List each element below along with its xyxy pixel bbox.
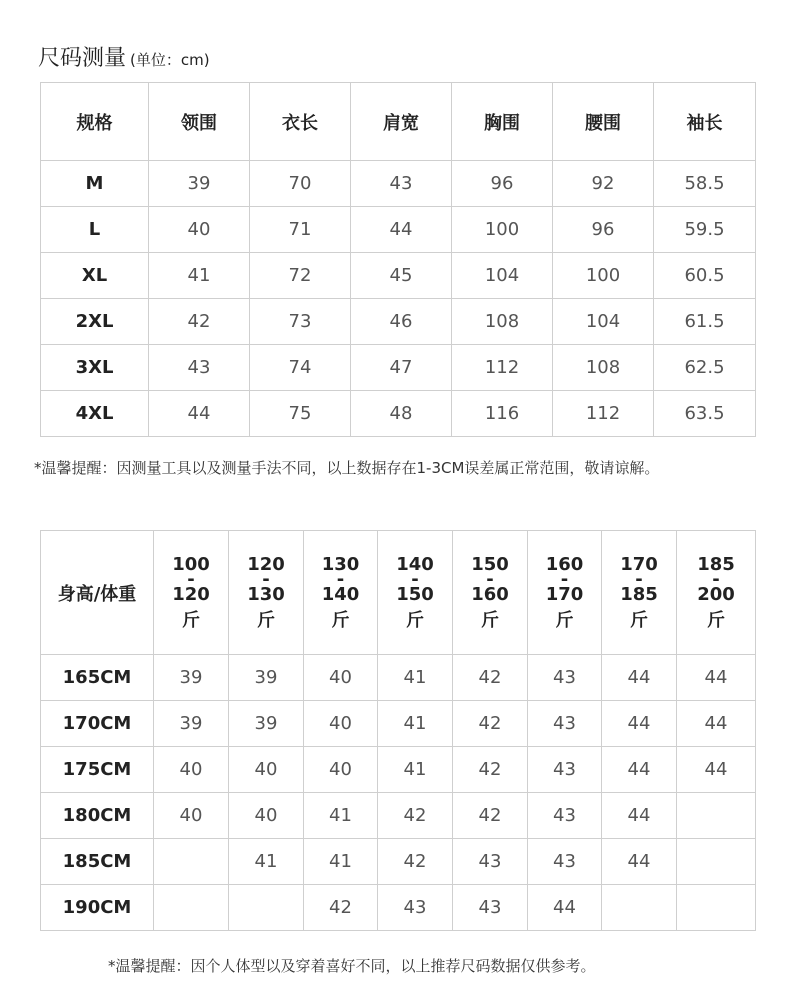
weight-dash: - — [486, 568, 494, 590]
table-cell: 48 — [351, 391, 452, 437]
table-cell: 41 — [304, 839, 378, 885]
corner-header: 身高/体重 — [41, 531, 154, 655]
table-row — [41, 299, 756, 345]
recommendation-note: *温馨提醒：因个人体型以及穿着喜好不同，以上推荐尺码数据仅供参考。 — [108, 957, 596, 975]
table-cell: 44 — [677, 655, 756, 701]
title-unit: (单位：cm) — [130, 51, 210, 69]
measurement-note: *温馨提醒：因测量工具以及测量手法不同，以上数据存在1-3CM误差属正常范围，敬请谅解。 — [34, 459, 660, 477]
table-cell — [677, 793, 756, 839]
table-cell: 39 — [154, 655, 229, 701]
weight-dash: - — [560, 568, 569, 590]
size-recommendation-table — [40, 530, 756, 931]
table-cell: 75 — [250, 391, 351, 437]
table-cell: 112 — [452, 345, 553, 391]
weight-dash: - — [635, 568, 643, 590]
weight-dash: - — [187, 568, 195, 590]
weight-dash: - — [262, 568, 270, 590]
table-row — [41, 793, 756, 839]
table-cell: 92 — [553, 161, 654, 207]
table-cell: 43 — [453, 885, 528, 931]
table-cell — [677, 839, 756, 885]
table-row — [41, 161, 756, 207]
weight-range-header — [304, 531, 378, 655]
title-main: 尺码测量 — [38, 46, 127, 71]
table-cell: 44 — [602, 839, 677, 885]
weight-high: 200 — [697, 583, 735, 605]
table-cell: 47 — [351, 345, 452, 391]
table-cell: 100 — [553, 253, 654, 299]
weight-dash: - — [336, 568, 345, 590]
table-cell: 41 — [304, 793, 378, 839]
weight-low: 185 — [697, 553, 735, 575]
table-row — [41, 253, 756, 299]
table-cell: 40 — [304, 701, 378, 747]
table-cell: 39 — [149, 161, 250, 207]
size-label: XL — [41, 253, 149, 299]
table-cell: 43 — [351, 161, 452, 207]
table-cell: 44 — [528, 885, 602, 931]
table-cell — [602, 885, 677, 931]
table-cell: 43 — [528, 655, 602, 701]
table-cell: 40 — [229, 793, 304, 839]
weight-low: 140 — [396, 553, 434, 575]
weight-low: 130 — [321, 553, 360, 575]
weight-unit: 斤 — [555, 609, 574, 631]
table-cell: 108 — [553, 345, 654, 391]
table-cell: 43 — [453, 839, 528, 885]
weight-range-header — [453, 531, 528, 655]
table-cell: 44 — [602, 747, 677, 793]
weight-unit: 斤 — [331, 609, 350, 631]
table-cell: 40 — [304, 747, 378, 793]
header-cell: 袖长 — [654, 83, 756, 161]
table-cell: 43 — [528, 701, 602, 747]
height-label: 190CM — [41, 885, 154, 931]
weight-unit: 斤 — [182, 609, 200, 631]
table-cell: 70 — [250, 161, 351, 207]
header-cell: 衣长 — [250, 83, 351, 161]
size-label: L — [41, 207, 149, 253]
weight-dash: - — [712, 568, 720, 590]
weight-range-header — [528, 531, 602, 655]
table-cell: 42 — [378, 839, 453, 885]
table-cell: 41 — [149, 253, 250, 299]
table-cell: 61.5 — [654, 299, 756, 345]
table-cell: 62.5 — [654, 345, 756, 391]
table-cell: 42 — [453, 747, 528, 793]
weight-range-header — [154, 531, 229, 655]
table-cell: 108 — [452, 299, 553, 345]
header-cell: 腰围 — [553, 83, 654, 161]
table-row — [41, 747, 756, 793]
header-cell: 规格 — [41, 83, 149, 161]
table-cell: 116 — [452, 391, 553, 437]
table-cell: 58.5 — [654, 161, 756, 207]
weight-high: 120 — [172, 583, 210, 605]
height-label: 185CM — [41, 839, 154, 885]
table-cell: 44 — [602, 701, 677, 747]
table-cell: 44 — [149, 391, 250, 437]
table-row — [41, 391, 756, 437]
table-cell: 41 — [378, 747, 453, 793]
weight-range-header — [378, 531, 453, 655]
page-title — [38, 44, 210, 75]
table-cell: 72 — [250, 253, 351, 299]
table-cell: 100 — [452, 207, 553, 253]
table-cell: 45 — [351, 253, 452, 299]
table-cell: 40 — [304, 655, 378, 701]
table-cell: 71 — [250, 207, 351, 253]
table-cell: 43 — [528, 839, 602, 885]
table-cell: 74 — [250, 345, 351, 391]
weight-high: 130 — [247, 583, 285, 605]
table-cell: 59.5 — [654, 207, 756, 253]
table-row — [41, 207, 756, 253]
height-label: 165CM — [41, 655, 154, 701]
table-row — [41, 655, 756, 701]
weight-high: 160 — [471, 583, 509, 605]
height-label: 175CM — [41, 747, 154, 793]
table-row — [41, 701, 756, 747]
table-cell: 43 — [378, 885, 453, 931]
table-cell: 104 — [553, 299, 654, 345]
table-row — [41, 345, 756, 391]
header-cell: 胸围 — [452, 83, 553, 161]
table-cell: 63.5 — [654, 391, 756, 437]
weight-range-header — [602, 531, 677, 655]
table-cell: 46 — [351, 299, 452, 345]
weight-unit: 斤 — [481, 609, 499, 631]
table-cell: 44 — [602, 655, 677, 701]
table-cell: 73 — [250, 299, 351, 345]
table-cell: 43 — [528, 793, 602, 839]
table-cell: 96 — [452, 161, 553, 207]
weight-range-header — [229, 531, 304, 655]
weight-high: 185 — [620, 583, 658, 605]
table-cell: 40 — [229, 747, 304, 793]
table-cell — [229, 885, 304, 931]
table-cell: 43 — [528, 747, 602, 793]
table-cell: 40 — [154, 793, 229, 839]
table-cell: 41 — [229, 839, 304, 885]
size-measurement-table — [40, 82, 756, 437]
table-cell: 42 — [304, 885, 378, 931]
table-row — [41, 839, 756, 885]
table-cell: 44 — [677, 747, 756, 793]
weight-low: 100 — [172, 553, 210, 575]
table-cell: 42 — [453, 793, 528, 839]
weight-unit: 斤 — [257, 609, 275, 631]
table-cell: 42 — [378, 793, 453, 839]
header-cell: 肩宽 — [351, 83, 452, 161]
weight-unit: 斤 — [630, 609, 648, 631]
weight-unit: 斤 — [406, 609, 424, 631]
weight-low: 150 — [471, 553, 509, 575]
table-header-row — [41, 531, 756, 655]
weight-dash: - — [411, 568, 419, 590]
weight-high: 150 — [396, 583, 434, 605]
weight-high: 170 — [545, 583, 584, 605]
table-cell: 41 — [378, 701, 453, 747]
size-label: 3XL — [41, 345, 149, 391]
height-label: 180CM — [41, 793, 154, 839]
table-cell: 44 — [677, 701, 756, 747]
table-cell — [677, 885, 756, 931]
table-cell: 42 — [453, 701, 528, 747]
table-cell: 39 — [229, 701, 304, 747]
table-cell: 96 — [553, 207, 654, 253]
table-cell: 104 — [452, 253, 553, 299]
weight-low: 160 — [545, 553, 584, 575]
table-cell: 42 — [149, 299, 250, 345]
table-cell: 60.5 — [654, 253, 756, 299]
table-cell: 44 — [351, 207, 452, 253]
weight-range-header — [677, 531, 756, 655]
weight-low: 120 — [247, 553, 285, 575]
table-cell: 39 — [154, 701, 229, 747]
header-cell: 领围 — [149, 83, 250, 161]
table-cell — [154, 839, 229, 885]
table-cell: 40 — [154, 747, 229, 793]
size-label: 2XL — [41, 299, 149, 345]
height-label: 170CM — [41, 701, 154, 747]
table-cell: 40 — [149, 207, 250, 253]
table-cell: 44 — [602, 793, 677, 839]
table-cell: 42 — [453, 655, 528, 701]
weight-low: 170 — [620, 553, 658, 575]
size-label: 4XL — [41, 391, 149, 437]
table-row — [41, 885, 756, 931]
table-cell — [154, 885, 229, 931]
weight-unit: 斤 — [707, 609, 725, 631]
table-header-row — [41, 83, 756, 161]
table-cell: 112 — [553, 391, 654, 437]
size-label: M — [41, 161, 149, 207]
table-cell: 39 — [229, 655, 304, 701]
table-cell: 43 — [149, 345, 250, 391]
weight-high: 140 — [321, 583, 360, 605]
table-cell: 41 — [378, 655, 453, 701]
